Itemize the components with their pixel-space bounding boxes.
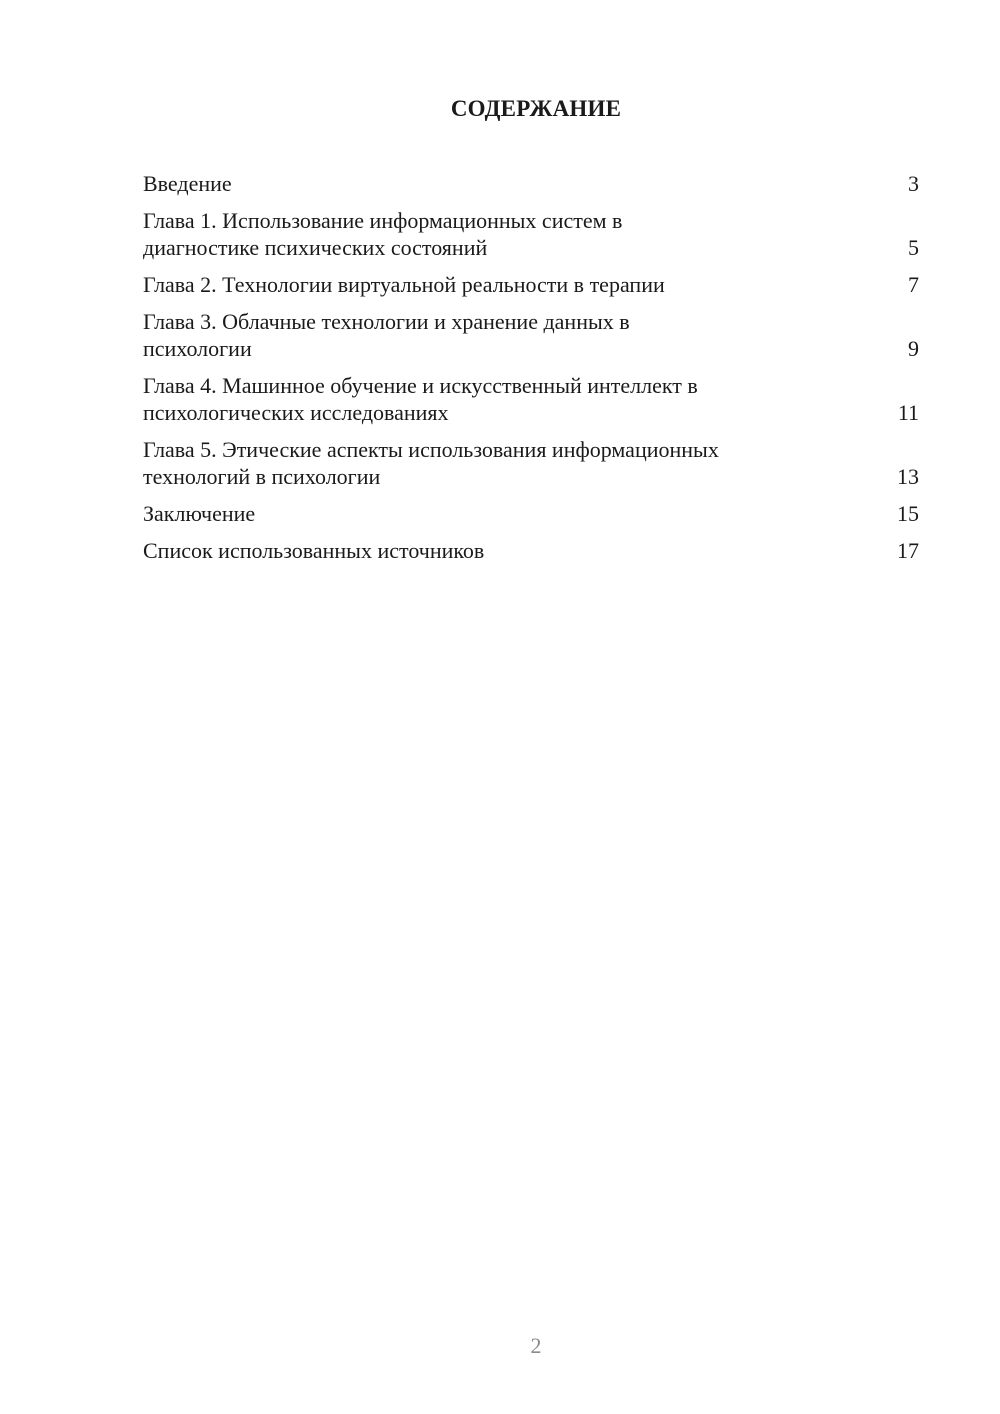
toc-entry-line: Глава 5. Этические аспекты использования информационных — [143, 437, 719, 462]
toc-entry-line: Глава 1. Использование информационных систем в — [143, 208, 623, 233]
table-of-contents — [143, 170, 919, 574]
toc-entry-line: диагностике психических состояний — [143, 235, 488, 260]
toc-entry-line: технологий в психологии — [143, 464, 381, 489]
toc-title: СОДЕРЖАНИЕ — [450, 96, 622, 121]
toc-entry-page: 3 — [908, 171, 919, 196]
toc-entry-chapter-3 — [143, 308, 919, 362]
toc-entry-line: Глава 2. Технологии виртуальной реальности в терапии — [143, 272, 665, 297]
toc-entry-introduction — [143, 170, 919, 197]
toc-entry-text — [143, 207, 622, 261]
toc-entry-text — [143, 308, 630, 362]
toc-entry-text — [143, 436, 719, 490]
toc-entry-page: 7 — [908, 272, 919, 297]
toc-entry-page: 5 — [908, 235, 919, 260]
toc-entry-line: Введение — [143, 171, 232, 196]
toc-entry-page: 17 — [897, 538, 919, 563]
toc-entry-page: 11 — [897, 400, 919, 425]
toc-entry-chapter-5 — [143, 436, 919, 490]
toc-entry-line: Заключение — [143, 501, 256, 526]
toc-entry-chapter-1 — [143, 207, 919, 261]
toc-entry-page: 9 — [908, 336, 919, 361]
toc-entry-page: 15 — [897, 501, 919, 526]
toc-entry-line: психологии — [143, 336, 252, 361]
toc-entry-references — [143, 537, 919, 564]
toc-entry-text — [143, 271, 665, 298]
toc-entry-page: 13 — [897, 464, 919, 489]
toc-entry-text — [143, 537, 484, 564]
toc-entry-line: психологических исследованиях — [143, 400, 449, 425]
toc-entry-conclusion — [143, 500, 919, 527]
toc-entry-line: Список использованных источников — [143, 538, 485, 563]
page-number: 2 — [530, 1333, 542, 1358]
toc-entry-text — [143, 500, 255, 527]
toc-entry-text — [143, 372, 698, 426]
toc-entry-chapter-2 — [143, 271, 919, 298]
toc-entry-line: Глава 4. Машинное обучение и искусственный интеллект в — [143, 373, 698, 398]
toc-entry-text — [143, 170, 232, 197]
toc-entry-chapter-4 — [143, 372, 919, 426]
toc-entry-line: Глава 3. Облачные технологии и хранение данных в — [143, 309, 630, 334]
